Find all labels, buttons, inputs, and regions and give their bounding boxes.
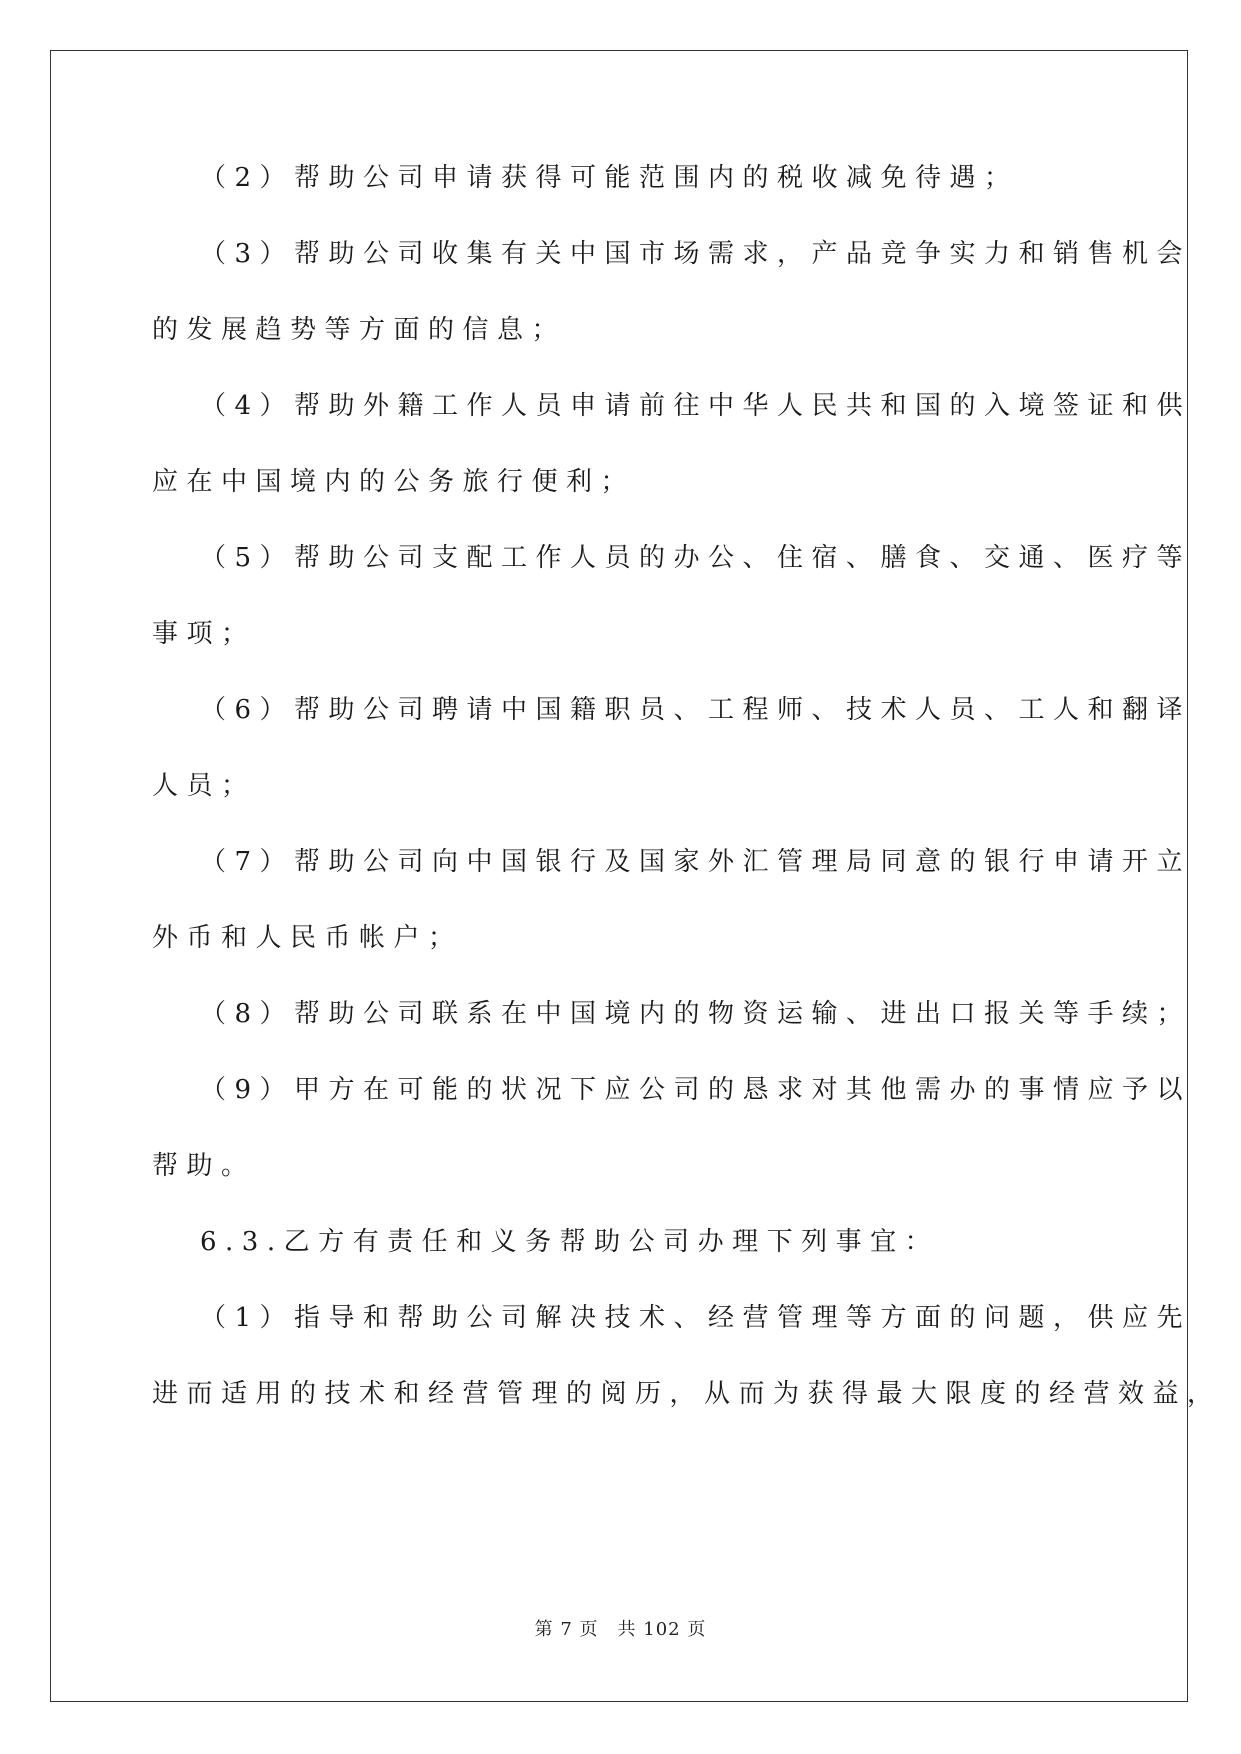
paragraph-line: 应在中国境内的公务旅行便利； <box>152 467 636 497</box>
paragraph-line: 人员； <box>152 771 256 801</box>
paragraph-line: （1）指导和帮助公司解决技术、经营管理等方面的问题，供应先 <box>200 1303 1192 1333</box>
paragraph-line: （6）帮助公司聘请中国籍职员、工程师、技术人员、工人和翻译 <box>200 695 1192 725</box>
paragraph-line: （2）帮助公司申请获得可能范围内的税收减免待遇； <box>200 163 1019 193</box>
paragraph-line: 6.3.乙方有责任和义务帮助公司办理下列事宜： <box>200 1227 940 1257</box>
paragraph-line: （9）甲方在可能的状况下应公司的恳求对其他需办的事情应予以 <box>200 1075 1192 1105</box>
paragraph-line: （5）帮助公司支配工作人员的办公、住宿、膳食、交通、医疗等 <box>200 543 1192 573</box>
paragraph-line: （8）帮助公司联系在中国境内的物资运输、进出口报关等手续； <box>200 999 1192 1029</box>
page-number: 第 7 页 共 102 页 <box>534 1619 707 1640</box>
paragraph-line: 进而适用的技术和经营管理的阅历，从而为获得最大限度的经营效益， <box>152 1379 1222 1409</box>
paragraph-line: （7）帮助公司向中国银行及国家外汇管理局同意的银行申请开立 <box>200 847 1192 877</box>
paragraph-line: 事项； <box>152 619 256 649</box>
paragraph-line: 外币和人民币帐户； <box>152 923 463 953</box>
paragraph-line: 的发展趋势等方面的信息； <box>152 315 567 345</box>
paragraph-line: （4）帮助外籍工作人员申请前往中华人民共和国的入境签证和供 <box>200 391 1192 421</box>
paragraph-line: 帮助。 <box>152 1151 256 1181</box>
paragraph-line: （3）帮助公司收集有关中国市场需求，产品竞争实力和销售机会 <box>200 239 1192 269</box>
